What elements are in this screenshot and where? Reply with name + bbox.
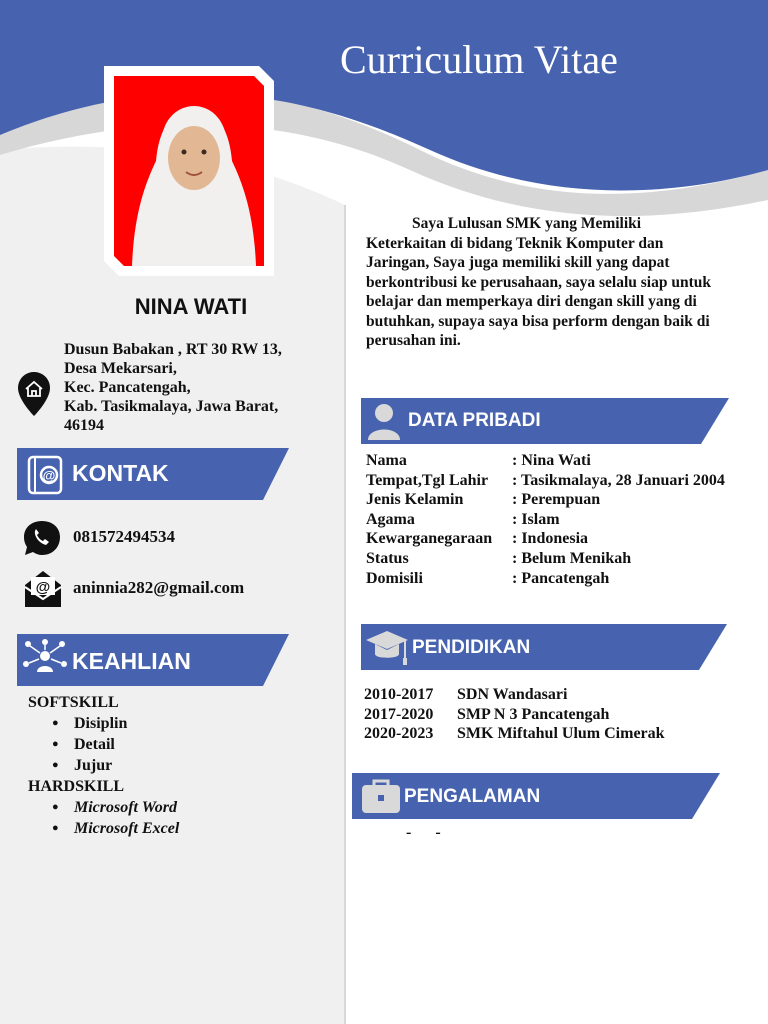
- personal-row: [366, 471, 725, 491]
- address-line: Kec. Pancatengah,: [64, 379, 191, 396]
- summary-paragraph: Saya Lulusan SMK yang Memiliki Keterkaitan di bidang Teknik Komputer dan Jaringan, Saya juga memiliki skill yang dapat berkontribusi ke perusahaan, saya selalu siap untuk belajar dan memperkaya diri dengan skill yang di butuhkan, supaya saya bisa perform dengan baik di perusahan ini.: [366, 215, 711, 349]
- education-years: 2010-2017: [364, 686, 434, 703]
- experience-content: - -: [406, 824, 451, 841]
- personal-value: : Pancatengah: [512, 569, 610, 587]
- address-line: Desa Mekarsari,: [64, 360, 177, 377]
- personal-key: Domisili: [366, 569, 423, 587]
- svg-text:@: @: [35, 579, 51, 596]
- address-line: Kab. Tasikmalaya, Jawa Barat,: [64, 398, 279, 415]
- personal-value: : Islam: [512, 510, 560, 528]
- softskill-item: ● Jujur: [74, 755, 328, 776]
- email-address: aninnia282@gmail.com: [73, 578, 245, 597]
- keahlian-heading: KEAHLIAN: [72, 648, 191, 674]
- personal-key: Kewarganegaraan: [366, 530, 493, 548]
- personal-row: [366, 451, 725, 471]
- education-school: SMP N 3 Pancatengah: [457, 705, 610, 723]
- softskill-title: SOFTSKILL: [28, 694, 119, 711]
- pendidikan-heading: PENDIDIKAN: [412, 637, 531, 658]
- personal-row: [366, 529, 725, 549]
- svg-text:@: @: [42, 468, 56, 483]
- personal-key: Agama: [366, 510, 415, 528]
- user-icon: [367, 402, 401, 440]
- email-icon: [23, 569, 63, 609]
- briefcase-icon: [360, 777, 402, 815]
- hardskill-list: [28, 797, 328, 839]
- personal-key: Jenis Kelamin: [366, 491, 464, 509]
- personal-value: : Nina Wati: [512, 452, 591, 469]
- personal-value: : Perempuan: [512, 491, 601, 509]
- personal-key: Nama: [366, 452, 407, 469]
- personal-row: [366, 569, 725, 589]
- education-years: 2017-2020: [364, 705, 434, 723]
- skills-list: [28, 692, 328, 839]
- page-title: Curriculum Vitae: [340, 37, 618, 82]
- personal-value: : Belum Menikah: [512, 549, 632, 567]
- data-pribadi-heading: DATA PRIBADI: [408, 410, 541, 431]
- pengalaman-heading: PENGALAMAN: [404, 786, 541, 807]
- education-list: [364, 685, 665, 744]
- personal-row: [366, 549, 725, 569]
- education-row: [364, 724, 665, 744]
- softskill-list: [28, 713, 328, 776]
- personal-data-table: [366, 451, 725, 588]
- personal-value: : Tasikmalaya, 28 Januari 2004: [512, 471, 725, 489]
- education-row: [364, 685, 665, 705]
- education-years: 2020-2023: [364, 725, 434, 743]
- education-row: [364, 705, 665, 725]
- education-school: SDN Wandasari: [457, 686, 568, 703]
- phone-number: 081572494534: [73, 527, 175, 546]
- hardskill-item: ● Microsoft Excel: [74, 818, 328, 839]
- address-block: [64, 340, 334, 435]
- home-pin-icon: [18, 372, 50, 416]
- personal-key: Status: [366, 549, 409, 567]
- hardskill-item: ● Microsoft Word: [74, 797, 328, 818]
- graduation-cap-icon: [364, 628, 410, 668]
- address-line: 46194: [64, 417, 104, 434]
- profile-photo: [104, 66, 274, 276]
- personal-key: Tempat,Tgl Lahir: [366, 471, 489, 489]
- hardskill-title: HARDSKILL: [28, 778, 125, 795]
- address-line: Dusun Babakan , RT 30 RW 13,: [64, 341, 282, 358]
- contact-book-icon: [26, 455, 64, 495]
- education-school: SMK Miftahul Ulum Cimerak: [457, 725, 665, 743]
- softskill-item: ● Disiplin: [74, 713, 328, 734]
- softskill-item: ● Detail: [74, 734, 328, 755]
- personal-value: : Indonesia: [512, 530, 589, 548]
- network-people-icon: [22, 638, 68, 682]
- profile-name: NINA WATI: [134, 294, 248, 319]
- kontak-heading: KONTAK: [72, 460, 169, 486]
- personal-row: [366, 510, 725, 530]
- personal-row: [366, 490, 725, 510]
- phone-icon: [22, 519, 62, 557]
